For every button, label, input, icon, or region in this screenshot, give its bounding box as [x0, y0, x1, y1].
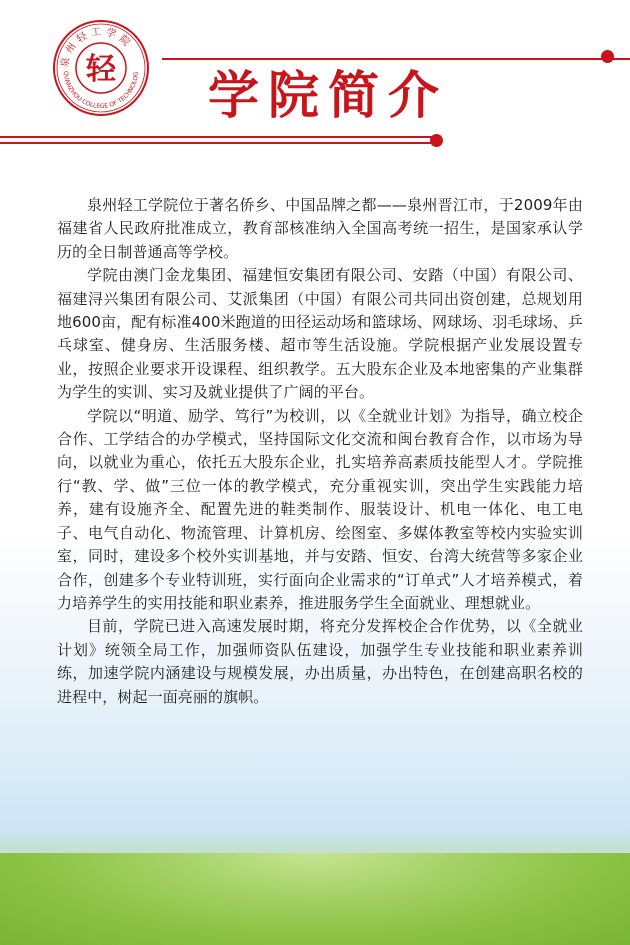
intro-body [57, 194, 583, 709]
intro-paragraph-3: 学院以“明道、励学、笃行”为校训，以《全就业计划》为指导，确立校企合作、工学结合的办学模式，坚持国际文化交流和闽台教育合作，以市场为导向，以就业为重心，依托五大股东企业，扎实培养高素质技能型人才。学院推行“教、学、做”三位一体的教学模式，充分重视实训，突出学生实践能力培养，建有设施齐全、配置先进的鞋类制作、服装设计、机电一体化、电工电子、电气自动化、物流管理、计算机房、绘图室、多媒体教室等校内实验实训室，同时，建设多个校外实训基地，并与安踏、恒安、台湾大统营等多家企业合作，创建多个专业特训班，实行面向企业需求的“订单式”人才培养模式，着力培养学生的实用技能和职业素养，推进服务学生全面就业、理想就业。 [57, 406, 583, 612]
logo-center-glyph: 轻 [86, 52, 116, 87]
logo-ring-text: 泉州轻工学院 [59, 26, 135, 69]
intro-paragraph-4: 目前，学院已进入高速发展时期，将充分发挥校企合作优势，以《全就业计划》统领全局工作，加强师资队伍建设，加强学生专业技能和职业素养训练，加速学院内涵建设与规模发展，办出质量，办出特色，在创建高职名校的进程中，树起一面亮丽的旗帜。 [57, 617, 583, 706]
logo-ring-text-en: QUANZHOU COLLEGE OF TECHNOLOG [61, 70, 141, 111]
page-title: 学院简介 [208, 66, 449, 126]
intro-paragraph-2: 学院由澳门金龙集团、福建恒安集团有限公司、安踏（中国）有限公司、福建浔兴集团有限公司、艾派集团（中国）有限公司共同出资创建，总规划用地600亩，配有标准400米跑道的田径运动场和篮球场、网球场、羽毛球场、乒乓球室、健身房、生活服务楼、超市等生活设施。学院根据产业发展设置专业，按照企业要求开设课程、组织教学。五大股东企业及本地密集的产业集群为学生的实训、实习及就业提供了广阔的平台。 [57, 266, 583, 402]
title-bottom-rule [0, 136, 440, 138]
title-top-rule-dot [601, 50, 614, 63]
college-seal-logo [52, 19, 150, 117]
intro-paragraph-1: 泉州轻工学院位于著名侨乡、中国品牌之都——泉州晋江市，于2009年由福建省人民政府批准成立，教育部核准纳入全国高考统一招生，是国家承认学历的全日制普通高等学校。 [57, 196, 583, 261]
title-bottom-rule-2 [0, 142, 440, 144]
title-top-rule [162, 58, 630, 60]
background-grass [0, 853, 630, 945]
title-bottom-rule-dot [430, 134, 443, 147]
